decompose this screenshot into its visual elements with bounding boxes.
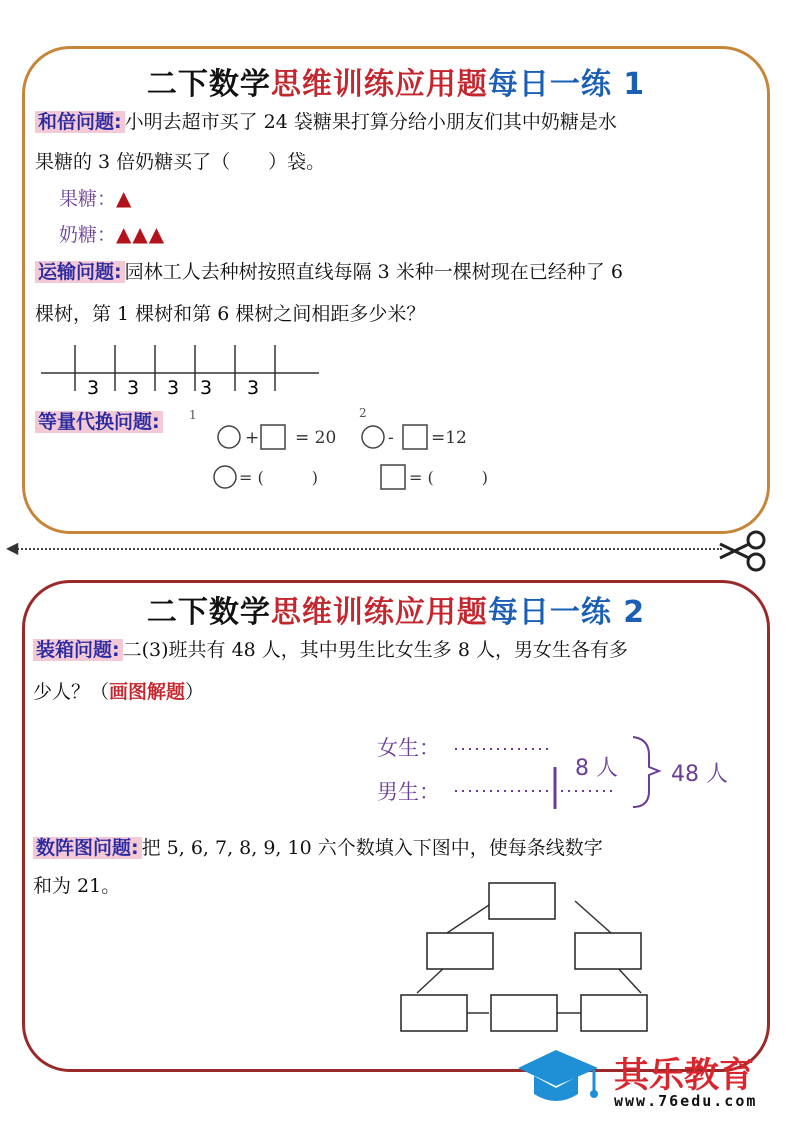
boys-girls-diagram (375, 729, 755, 811)
circle-answer: = ( ) (239, 468, 318, 487)
interval-label: 3 (127, 377, 140, 399)
problem-tag-substitution: 等量代换问题: (35, 411, 163, 433)
array-text-line2: 和为 21。 (33, 875, 121, 897)
number-box-top (489, 883, 555, 919)
milk-candy-row (59, 213, 165, 256)
fruit-candy-triangle-icon: ▲ (116, 186, 133, 210)
card1-title (25, 59, 767, 103)
number-box-bottom-middle (491, 995, 557, 1031)
arrow-left-icon: ◀ (6, 538, 19, 557)
draw-to-solve-note: 画图解题 (109, 681, 186, 703)
total-brace (633, 737, 659, 807)
square-answer: = ( ) (409, 468, 488, 487)
problem1-text-line2: 果糖的 3 倍奶糖买了（ ）袋。 (35, 151, 326, 173)
boys-label: 男生： (377, 780, 440, 804)
card1-title-topic: 思维训练应用题 (270, 67, 488, 102)
card2-title (25, 587, 767, 631)
number-box-middle-right (575, 933, 641, 969)
problem1-text-line1: 小明去超市买了 24 袋糖果打算分给小朋友们其中奶糖是水 (124, 111, 617, 133)
scissors-icon (716, 528, 772, 574)
problem2-text-line1: 园林工人去种树按照直线每隔 3 米种一棵树现在已经种了 6 (124, 261, 623, 283)
triangle-number-diagram (395, 875, 685, 1045)
card2-title-grade: 二下数学 (146, 595, 271, 630)
problem-tag-sum-multiple: 和倍问题: (35, 111, 125, 133)
problem-tag-transport: 运输问题: (35, 261, 125, 283)
circle-icon (218, 426, 240, 448)
fruit-candy-label: 果糖： (59, 188, 117, 210)
equation-number: 2 (359, 406, 367, 420)
brand-url: www.76edu.com (614, 1092, 758, 1110)
number-box-middle-left (427, 933, 493, 969)
brand-logo (512, 1042, 792, 1120)
brand-name: 其乐教育 (614, 1056, 755, 1096)
minus-sign: - (388, 428, 394, 448)
problem-tag-number-array: 数阵图问题: (33, 837, 142, 859)
square-icon (261, 425, 285, 449)
interval-label: 3 (87, 377, 100, 399)
milk-candy-triangle-icon: ▲▲▲ (116, 222, 166, 246)
interval-label: 3 (167, 377, 180, 399)
card1-problem3-tag-row (35, 401, 163, 443)
problem2-text-line2: 棵树，第 1 棵树和第 6 棵树之间相距多少米？ (35, 303, 426, 325)
substitution-equations (185, 401, 505, 497)
card2-title-daily: 每日一练 2 (487, 595, 646, 630)
milk-candy-label: 奶糖： (59, 224, 117, 246)
total-label: 48 人 (671, 762, 728, 787)
interval-label: 3 (247, 377, 260, 399)
boxing-text-prefix: 少人？（ (33, 681, 110, 703)
girls-label: 女生： (377, 736, 440, 760)
card1-title-daily: 每日一练 1 (487, 67, 646, 102)
card2-problem2-line1 (33, 827, 603, 869)
card1-title-grade: 二下数学 (146, 67, 271, 102)
worksheet-card-1 (22, 46, 770, 534)
circle-icon (214, 466, 236, 488)
array-text-line1: 把 5, 6, 7, 8, 9, 10 六个数填入下图中，使每条线数字 (141, 837, 603, 859)
square-icon (403, 425, 427, 449)
square-icon (381, 465, 405, 489)
card1-problem2-line1 (35, 251, 623, 293)
boxing-text-suffix: ） (185, 681, 205, 703)
problem-tag-boxing: 装箱问题: (33, 639, 123, 661)
number-box-bottom-right (581, 995, 647, 1031)
difference-label: 8 人 (575, 756, 618, 781)
worksheet-card-2 (22, 580, 770, 1072)
card2-title-topic: 思维训练应用题 (270, 595, 488, 630)
equation-number: 1 (189, 408, 197, 422)
boxing-text-line1: 二(3)班共有 48 人，其中男生比女生多 8 人，男女生各有多 (122, 639, 628, 661)
equation2-result: =12 (431, 428, 467, 448)
card2-problem1-line1 (33, 629, 628, 671)
interval-label: 3 (200, 377, 213, 399)
circle-icon (362, 426, 384, 448)
tree-interval-diagram (35, 339, 325, 401)
boxing-text-line2 (33, 671, 204, 713)
number-box-bottom-left (401, 995, 467, 1031)
graduation-cap-icon (512, 1042, 608, 1120)
equation1-result: = 20 (295, 428, 337, 448)
card1-problem1-line1 (35, 101, 617, 143)
cut-line (10, 548, 722, 550)
plus-sign: + (245, 428, 260, 448)
